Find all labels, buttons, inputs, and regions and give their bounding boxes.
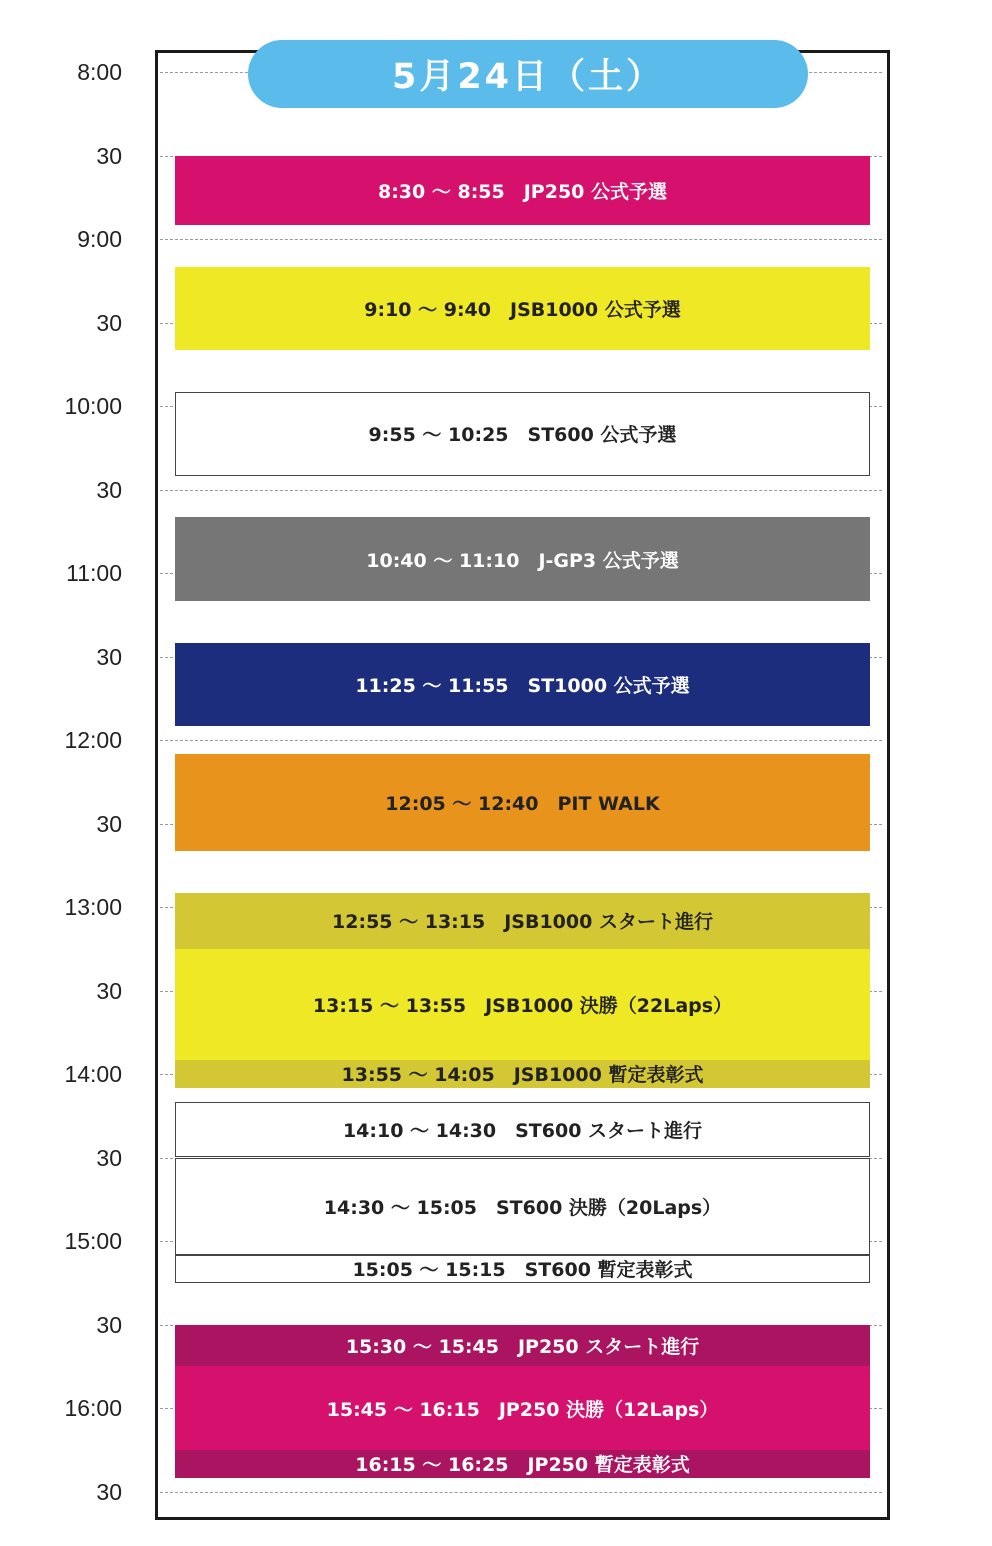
event-label: 12:55 ～ 13:15 JSB1000 スタート進行 xyxy=(332,911,713,934)
event-label: 8:30 ～ 8:55 JP250 公式予選 xyxy=(377,180,668,203)
event-label: 13:15 ～ 13:55 JSB1000 決勝（22Laps） xyxy=(312,994,733,1017)
time-label: 12:00 xyxy=(64,727,122,753)
event-label: 15:30 ～ 15:45 JP250 スタート進行 xyxy=(345,1335,700,1358)
time-label: 10:00 xyxy=(64,393,122,419)
time-label: 30 xyxy=(96,810,122,837)
event-label: 14:30 ～ 15:05 ST600 決勝（20Laps） xyxy=(323,1196,722,1219)
time-label: 9:00 xyxy=(77,226,122,252)
time-label: 30 xyxy=(96,1311,122,1338)
event-label: 9:10 ～ 9:40 JSB1000 公式予選 xyxy=(364,299,681,322)
event-label: 16:15 ～ 16:25 JP250 暫定表彰式 xyxy=(355,1454,690,1477)
event-label: 15:45 ～ 16:15 JP250 決勝（12Laps） xyxy=(326,1398,719,1421)
schedule-event xyxy=(175,893,870,949)
event-label: 9:55 ～ 10:25 ST600 公式予選 xyxy=(368,424,677,447)
schedule-event xyxy=(175,1325,870,1367)
grid-line xyxy=(160,490,882,491)
event-label: 13:55 ～ 14:05 JSB1000 暫定表彰式 xyxy=(341,1064,704,1087)
schedule-event xyxy=(175,1158,870,1255)
time-label: 13:00 xyxy=(64,894,122,920)
time-label: 30 xyxy=(96,309,122,336)
grid-line xyxy=(160,740,882,741)
time-label: 11:00 xyxy=(66,560,122,586)
time-label: 15:00 xyxy=(64,1228,122,1254)
event-label: 10:40 ～ 11:10 J-GP3 公式予選 xyxy=(366,549,679,572)
time-label: 8:00 xyxy=(77,59,122,85)
time-label: 14:00 xyxy=(64,1061,122,1087)
date-header: 5月24日（土） xyxy=(248,40,808,108)
grid-line xyxy=(160,1492,882,1493)
event-label: 15:05 ～ 15:15 ST600 暫定表彰式 xyxy=(352,1259,693,1282)
schedule-event xyxy=(175,754,870,851)
event-label: 11:25 ～ 11:55 ST1000 公式予選 xyxy=(355,674,690,697)
time-label: 30 xyxy=(96,977,122,1004)
time-label: 30 xyxy=(96,1478,122,1505)
schedule-event xyxy=(175,517,870,601)
schedule-event xyxy=(175,1102,870,1158)
event-label: 14:10 ～ 14:30 ST600 スタート進行 xyxy=(342,1120,703,1143)
schedule-event xyxy=(175,267,870,351)
event-label: 12:05 ～ 12:40 PIT WALK xyxy=(385,793,660,816)
schedule-event xyxy=(175,392,870,476)
grid-line xyxy=(160,239,882,240)
time-label: 30 xyxy=(96,142,122,169)
schedule-event xyxy=(175,643,870,727)
time-label: 16:00 xyxy=(64,1395,122,1421)
schedule-event xyxy=(175,1255,870,1283)
schedule-event xyxy=(175,949,870,1060)
time-label: 30 xyxy=(96,643,122,670)
schedule-event xyxy=(175,1450,870,1478)
time-label: 30 xyxy=(96,1144,122,1171)
schedule-event xyxy=(175,156,870,226)
schedule-event xyxy=(175,1366,870,1450)
schedule-event xyxy=(175,1060,870,1088)
time-label: 30 xyxy=(96,476,122,503)
